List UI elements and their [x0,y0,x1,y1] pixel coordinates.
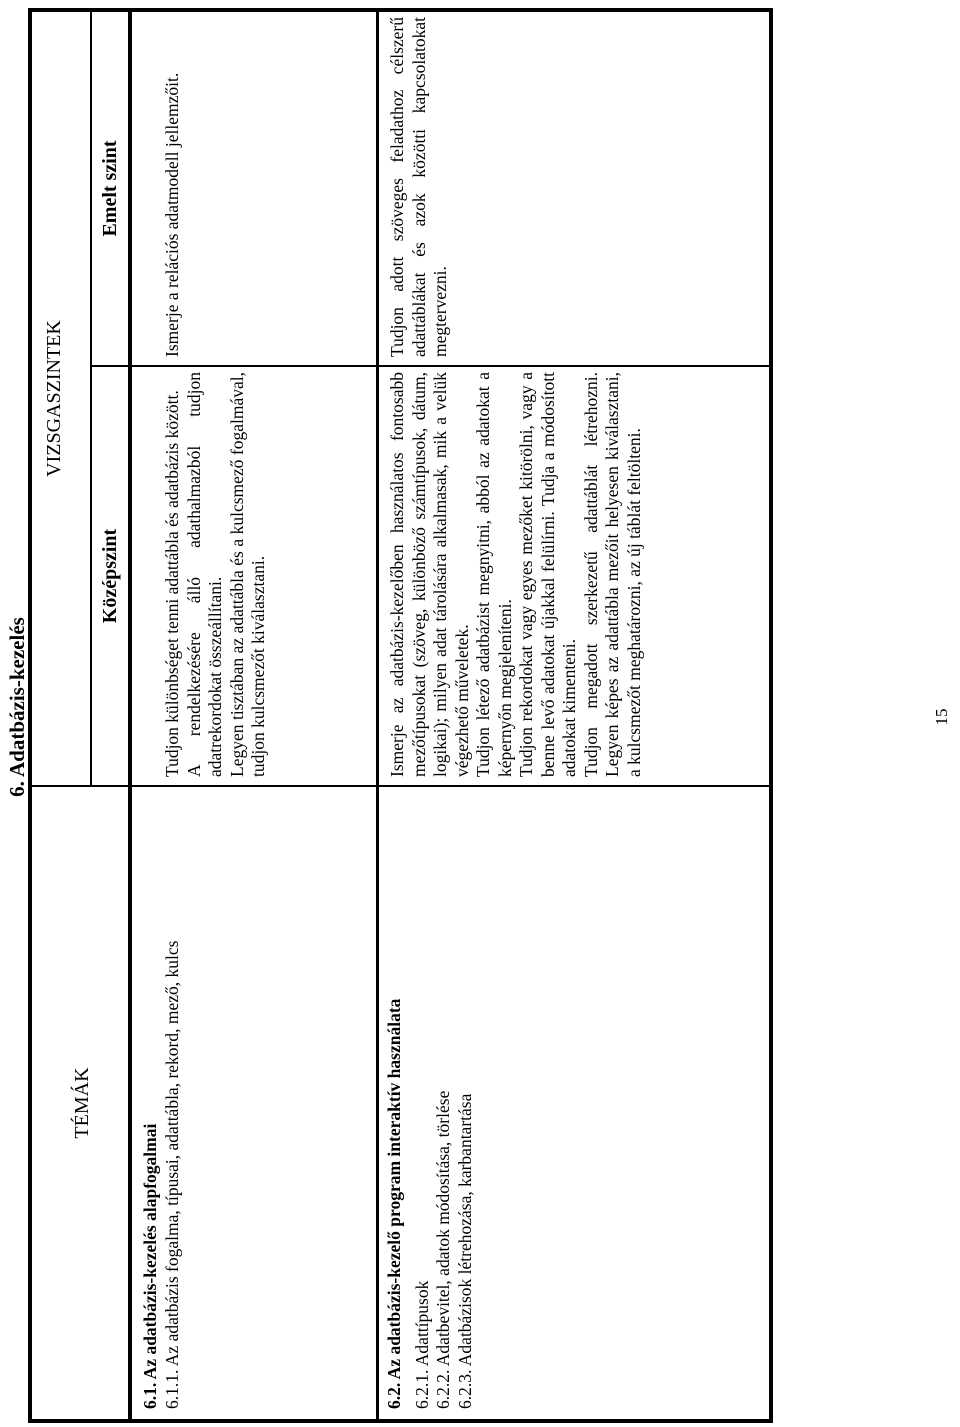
section2-kozep-p4: Tudjon megadott szerkezetű adattáblát létrehozni. Legyen képes az adattábla mezőit helyesen kiválasztani, a kulcsmezőt meghatározni, az új táblát feltölteni. [580,372,644,777]
header-bottom-rule [128,12,132,1419]
curriculum-table [28,8,773,1423]
section2-item-1: 6.2.1. Adattípusok [411,1280,432,1409]
vizsgaszintek-header: VIZSGASZINTEK [43,320,65,477]
section2-heading: 6.2. Az adatbázis-kezelő program interaktív használata [384,998,404,1409]
temak-column-rule [32,785,769,787]
page-number: 15 [932,708,951,726]
section1-emelt [162,17,184,357]
section2-emelt-p1: Tudjon adott szöveges feladathoz célszerű adattáblákat és azok közötti kapcsolatokat megtervezni. [387,17,450,357]
kozepszint-header: Középszint [99,528,121,624]
kozepszint-column-rule [90,365,769,367]
vizsgaszintek-rule [90,12,92,787]
section2-item-2: 6.2.2. Adatbevitel, adatok módosítása, törlése [433,1090,453,1409]
section2-item-3: 6.2.3. Adatbázisok létrehozása, karbantartása [454,1093,475,1409]
section1-kozepszint [162,372,270,777]
section2-kozep-p1: Ismerje az adatbázis-kezelőben használatos fontosabb mezőtípusokat (szöveg, különböző számtípusok, dátum, logikai); milyen adat tárolására alkalmasak, mik a velük végezhető műveletek. [387,372,472,777]
section2-kozep-p2: Tudjon létező adatbázist megnyitni, abból az adatokat a képernyőn megjeleníteni. [473,372,515,777]
section1-item-1: 6.1.1. Az adatbázis fogalma, típusai, adattábla, rekord, mező, kulcs [161,940,182,1409]
section2-topics [384,794,476,1409]
section1-kozep-p2: A rendelkezésére álló adathalmazból tudjon adatrekordokat összeállítani. [183,372,225,777]
section2-kozep-p3: Tudjon rekordokat vagy egyes mezőket kitörölni, vagy a benne levő adatokat újakkal felülírni. Tudja a módosított adatokat kimenteni. [516,372,579,777]
section2-kozepszint [387,372,645,777]
section2-emelt [387,17,452,357]
page-title: 6. Adatbázis-kezelés [5,617,29,797]
section1-heading: 6.1. Az adatbázis-kezelés alapfogalmai [140,1123,160,1409]
section1-kozep-p1: Tudjon különbséget tenni adattábla és adatbázis között. [162,390,182,777]
emelt-szint-header: Emelt szint [99,140,121,237]
section1-kozep-p3: Legyen tisztában az adattábla és a kulcsmező fogalmával, tudjon kulcsmezőt kiválasztani. [226,372,268,777]
section-divider [376,12,379,1419]
section1-topics [140,794,183,1409]
section1-emelt-p1: Ismerje a relációs adatmodell jellemzőit. [162,72,182,357]
temak-header: TÉMÁK [71,1067,93,1139]
